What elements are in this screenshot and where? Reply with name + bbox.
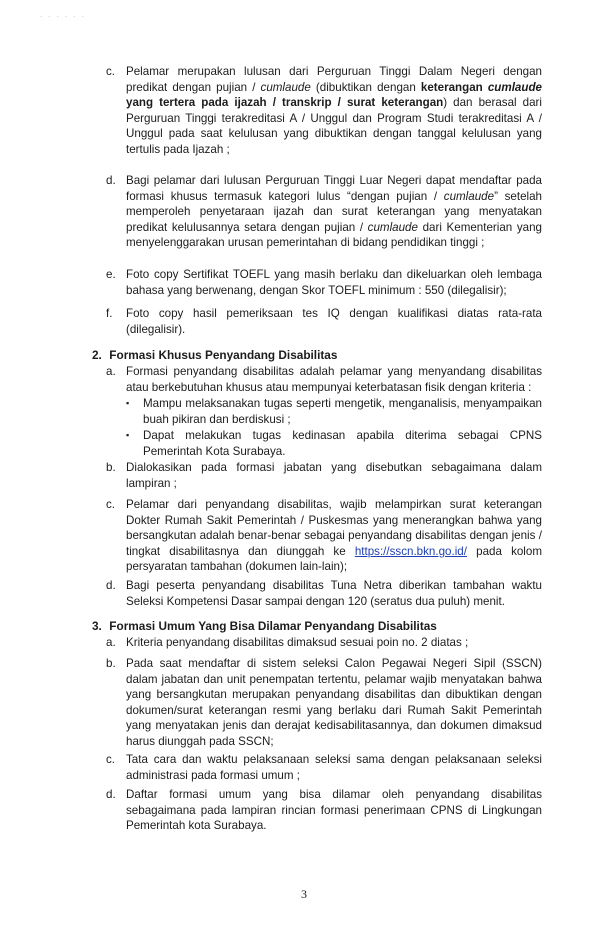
item-marker: e. — [106, 268, 116, 281]
item-marker: c. — [106, 753, 116, 766]
page-number: 3 — [301, 887, 307, 901]
section-title: Formasi Khusus Penyandang Disabilitas — [109, 348, 338, 362]
item-text — [126, 497, 542, 575]
item-marker: b. — [106, 461, 116, 474]
item-marker: c. — [106, 65, 116, 78]
item-text — [126, 173, 542, 251]
item-marker: d. — [106, 174, 116, 187]
text-run: dari Kementerian yang menyelenggarakan urusan pemerintahan di bidang pendidikan tinggi ; — [126, 220, 542, 250]
item-text — [126, 752, 542, 783]
item-text — [126, 306, 542, 337]
item-marker: a. — [106, 636, 116, 649]
text-run: Bagi pelamar dari lulusan Perguruan Tinggi Luar Negeri dapat mendaftar pada formasi khusus termasuk kategori lulus “dengan pujian / — [126, 174, 542, 203]
text-run: Tata cara dan waktu pelaksanaan seleksi sama dengan pelaksanaan seleksi administrasi pada formasi umum ; — [126, 753, 542, 782]
text-run: Daftar formasi umum yang bisa dilamar oleh penyandang disabilitas sebagaimana pada lampiran rincian formasi penerimaan CPNS di Lingkungan Pemerintah kota Surabaya. — [126, 788, 542, 833]
emphasis-text: cumlaude — [487, 80, 542, 94]
item-text — [126, 460, 542, 491]
section-number: 3. — [92, 619, 102, 633]
item-marker: b. — [106, 657, 116, 670]
text-run: Dialokasikan pada formasi jabatan yang disebutkan sebagaimana dalam lampiran ; — [126, 461, 542, 490]
text-run: Foto copy Sertifikat TOEFL yang masih berlaku dan dikeluarkan oleh lembaga bahasa yang berwenang, dengan Skor TOEFL minimum : 550 (dilegalisir); — [126, 268, 542, 297]
emphasis-text: cumlaude — [260, 80, 311, 94]
section-heading — [92, 348, 337, 364]
text-run: Foto copy hasil pemeriksaan tes IQ dengan kualifikasi diatas rata-rata (dilegalisir). — [126, 307, 542, 336]
item-text — [126, 64, 542, 158]
scan-artifact: - - - - - - — [40, 14, 86, 21]
item-text — [126, 656, 542, 750]
bullet-text — [143, 396, 542, 427]
bullet-marker: ▪ — [126, 430, 130, 440]
item-text — [126, 787, 542, 834]
text-run: pada kolom persyaratan tambahan (dokumen lain-lain); — [126, 544, 542, 574]
bullet-marker: ▪ — [126, 398, 130, 408]
text-run: Dapat melakukan tugas kedinasan apabila diterima sebagai CPNS Pemerintah Kota Surabaya. — [143, 429, 542, 458]
section-number: 2. — [92, 348, 102, 362]
section-title: Formasi Umum Yang Bisa Dilamar Penyandang Disabilitas — [109, 619, 437, 633]
url-link[interactable]: https://sscn.bkn.go.id/ — [354, 544, 467, 558]
text-run: Bagi peserta penyandang disabilitas Tuna Netra diberikan tambahan waktu Seleksi Kompetensi Dasar sampai dengan 120 (seratus dua puluh) menit. — [126, 579, 542, 608]
item-marker: f. — [106, 307, 113, 320]
emphasis-text: yang tertera pada ijazah / transkrip / surat keterangan — [126, 96, 444, 110]
item-marker: c. — [106, 498, 116, 511]
text-run: ) dan berasal dari Perguruan Tinggi terakreditasi A / Unggul dan Program Studi terakreditasi A / Unggul pada saat kelulusan yang dibuktikan dengan tanggal kelulusan yang tertulis pada Ijazah ; — [126, 96, 542, 156]
item-text — [126, 578, 542, 609]
text-run: Formasi penyandang disabilitas adalah pelamar yang menyandang disabilitas atau berkebutuhan khusus atau mempunyai keterbatasan fisik dengan kriteria : — [126, 365, 542, 394]
emphasis-text: cumlaude — [367, 220, 418, 234]
text-run: Mampu melaksanakan tugas seperti mengetik, menganalisis, menyampaikan buah pikiran dan berdiskusi ; — [143, 397, 542, 426]
item-marker: d. — [106, 579, 116, 592]
emphasis-text: cumlaude — [443, 189, 495, 203]
item-text — [126, 635, 542, 651]
item-text — [126, 267, 542, 298]
item-marker: a. — [106, 365, 116, 378]
text-run: Pada saat mendaftar di sistem seleksi Calon Pegawai Negeri Sipil (SSCN) dalam jabatan dan unit penempatan tertentu, pelamar wajib menyatakan bahwa yang bersangkutan merupakan penyandang disabilitas dan dibuktikan dengan dokumen/surat keterangan resmi yang berlaku dari Rumah Sakit Pemerintah yang menyatakan jenis dan derajat kedisabilitasannya, dan dokumen dimaksud harus diunggah pada SSCN; — [126, 657, 542, 748]
bullet-text — [143, 428, 542, 459]
emphasis-text: keterangan — [420, 80, 488, 94]
text-run: ” setelah memperoleh penyetaraan ijazah dan surat keterangan yang menyatakan predikat kelulusannya setara dengan pujian / — [126, 189, 543, 234]
item-text — [126, 364, 542, 395]
text-run: Pelamar dari penyandang disabilitas, wajib melampirkan surat keterangan Dokter Rumah Sakit Pemerintah / Puskesmas yang menerangkan bahwa yang bersangkutan adalah benar-benar sebagai penyandang disabilitas dengan jenis / tingkat disabilitasnya dan diunggah ke — [126, 498, 542, 558]
text-run: Pelamar merupakan lulusan dari Perguruan Tinggi Dalam Negeri dengan predikat dengan pujian / — [126, 65, 542, 94]
text-run: (dibuktikan dengan — [310, 80, 421, 94]
text-run: Kriteria penyandang disabilitas dimaksud sesuai poin no. 2 diatas ; — [126, 636, 469, 649]
section-heading — [92, 619, 437, 635]
item-marker: d. — [106, 788, 116, 801]
